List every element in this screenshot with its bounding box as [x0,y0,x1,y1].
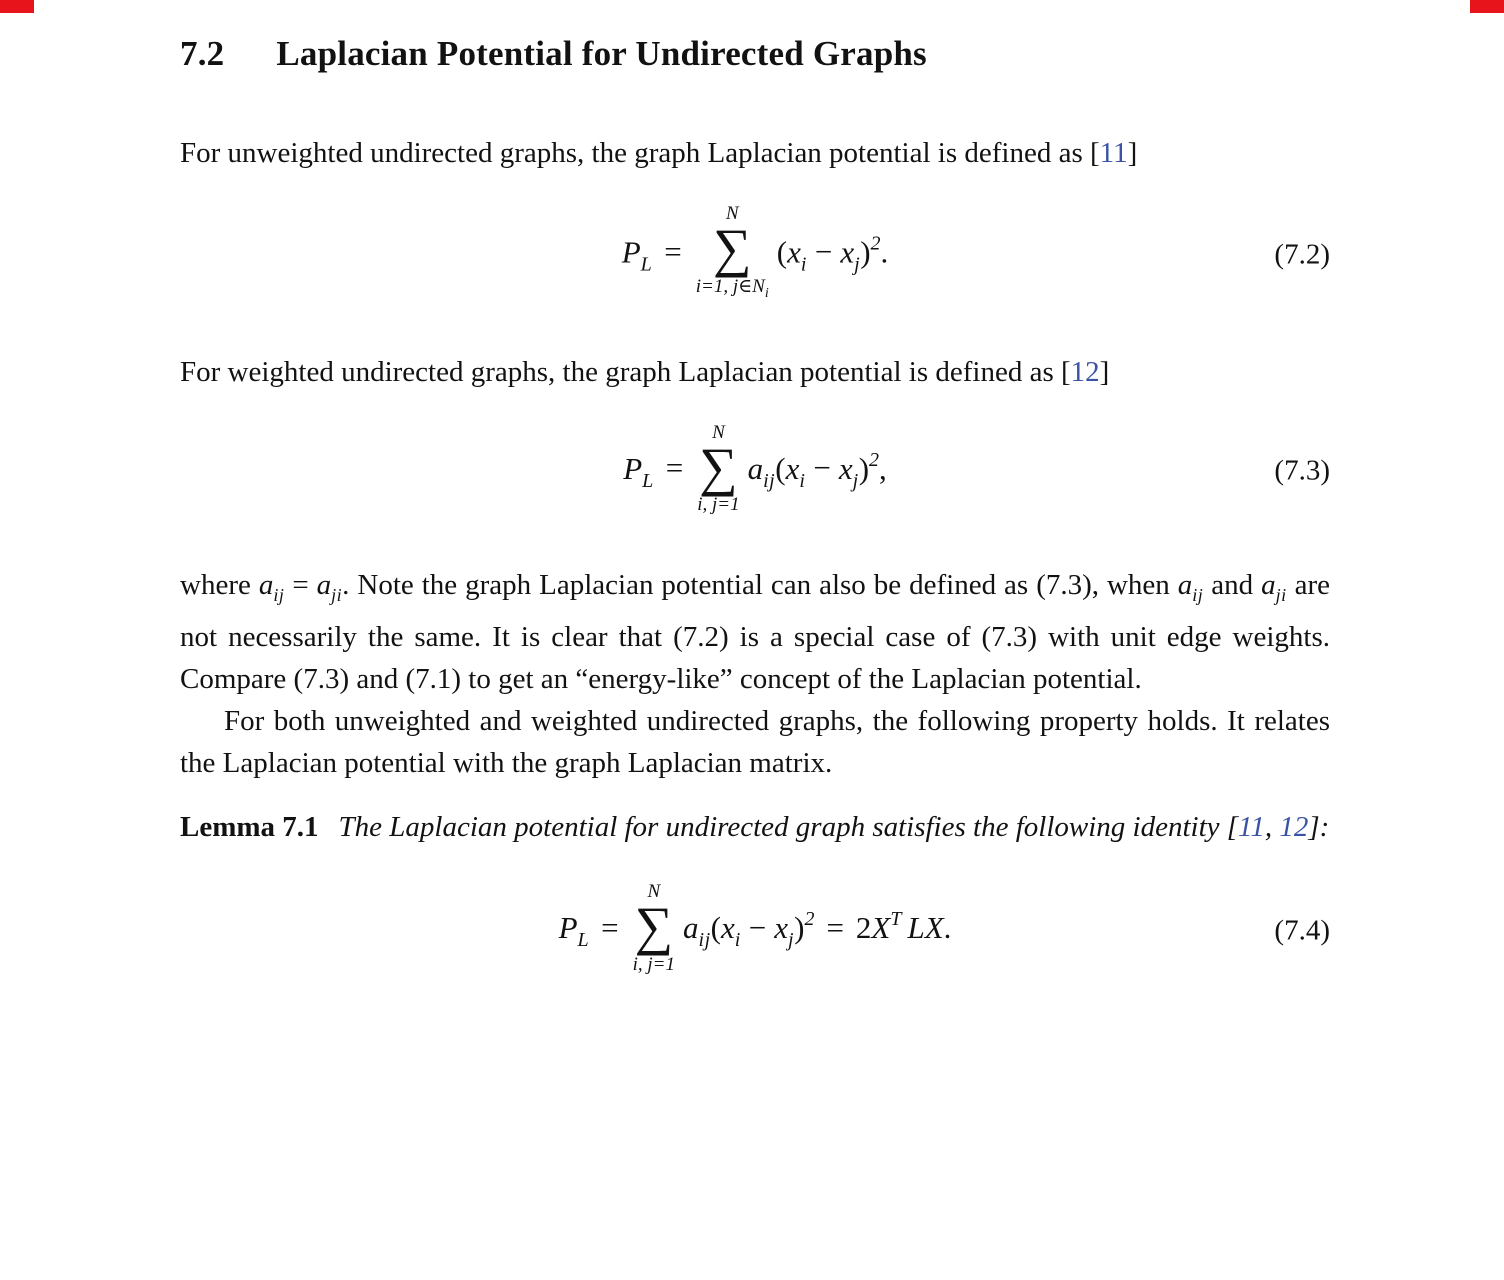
citation-link-11[interactable]: 11 [1238,811,1265,844]
summation [633,882,675,974]
math-var-a: a [747,450,764,486]
bracket-close: ] [1127,137,1138,169]
sum-upper-limit: N [712,421,725,443]
math-var-x: x [787,234,801,270]
math-sub-L: L [642,469,654,492]
math-sub-j: j [788,928,795,951]
paragraph-text: . Note the graph Laplacian potential can also be defined as (7.3), when [342,569,1178,602]
summation [697,423,739,515]
math-sub-j: j [852,469,859,492]
equation-7-2 [180,204,1330,307]
math-var-x: x [774,909,789,945]
paragraph-text: For unweighted undirected graphs, the graph Laplacian potential is defined as [ [180,137,1100,169]
math-sub-ji: ji [1275,585,1287,606]
math-num-2: 2 [855,909,872,945]
summation [696,204,769,301]
paragraph-unweighted [180,132,1330,174]
math-sub-j: j [854,253,861,276]
comma: , [879,450,887,486]
comma: , [1264,811,1280,844]
open-paren: ( [776,234,788,270]
math-var-a: a [683,909,699,945]
paragraph-text: where [180,569,259,602]
equation-7-4-formula [559,882,952,980]
equation-number: (7.2) [1274,238,1330,271]
bracket-close: ] [1099,355,1110,388]
equation-7-3 [180,423,1330,521]
lemma-label: Lemma 7.1 [180,811,319,844]
lemma-7-1 [180,806,1330,848]
sum-lower-limit [696,277,769,301]
sum-upper-limit: N [725,203,739,224]
sigma-icon: ∑ [634,896,674,957]
math-sub-ij: ij [1192,585,1204,606]
equation-number: (7.3) [1274,454,1330,487]
sum-lower-limit: i, j=1 [632,953,676,975]
minus-sign: − [748,909,767,945]
math-var-P: P [623,450,643,486]
math-var-P: P [621,234,641,270]
sigma-icon: ∑ [699,436,738,497]
minus-sign: − [813,450,831,486]
paragraph-property: For both unweighted and weighted undirected graphs, the following property holds. It relates the Laplacian potential with the graph Laplacian matrix. [180,705,1330,780]
math-sup-T: T [890,907,902,930]
period: . [943,909,952,945]
minus-sign: − [814,234,833,270]
paragraph-weighted [180,351,1330,393]
bracket-close: ]: [1308,811,1330,844]
math-var-a: a [1261,569,1276,602]
period: . [880,234,889,270]
equation-7-3-formula [623,423,887,521]
sigma-icon: ∑ [712,218,752,278]
close-paren: ) [860,234,871,270]
math-sub-ji: ji [331,585,343,606]
equals-sign: = [826,909,844,945]
close-paren: ) [858,450,870,486]
math-sub-i: i [734,928,741,951]
math-var-x: x [840,234,855,270]
math-sub-ij: ij [698,928,711,951]
math-sub-i: i [799,469,806,492]
section-heading [180,34,1330,74]
paragraph-text: and [1203,569,1262,602]
section-title: Laplacian Potential for Undirected Graphs [276,34,927,73]
citation-link-12[interactable]: 12 [1070,355,1100,388]
math-var-x: x [720,909,735,945]
math-var-a: a [316,569,332,602]
red-marker-left [0,0,34,13]
math-sup-2: 2 [804,907,815,930]
sum-lower-limit: i, j=1 [697,494,740,516]
red-marker-right [1470,0,1504,13]
paragraph-text: are not necessarily the same. It is clear that (7.2) is a special case of (7.3) with unit edge weights. Compare (7.3) and (7.1) to get an “energy-like” concept of the Laplacian potential. [180,569,1331,696]
equation-number: (7.4) [1274,914,1330,947]
citation-link-11[interactable]: 11 [1099,137,1128,169]
math-sub-L: L [577,928,590,951]
sum-lower-text: i=1, j∈N [695,275,765,297]
math-sup-2: 2 [870,232,881,255]
paragraph-discussion [180,564,1330,700]
equation-7-2-formula [622,204,889,307]
math-var-X: X [871,909,891,945]
math-var-P: P [558,909,578,945]
equals-sign: = [664,234,682,270]
math-sub-ij: ij [273,585,285,606]
citation-link-12[interactable]: 12 [1279,811,1309,844]
lemma-text: The Laplacian potential for undirected graph satisfies the following identity [ [338,811,1239,844]
paragraph-text: For weighted undirected graphs, the graph Laplacian potential is defined as [ [180,355,1071,388]
equals-sign: = [601,909,619,945]
math-sub-L: L [640,253,653,276]
math-var-a: a [258,569,274,602]
open-paren: ( [710,909,721,945]
open-paren: ( [775,450,786,486]
equals-sign: = [284,569,317,602]
equation-7-4 [180,882,1330,980]
math-var-x: x [785,450,800,486]
math-sup-2: 2 [869,448,880,471]
math-var-LX: LX [907,909,944,945]
equals-sign: = [665,450,684,486]
sum-upper-limit: N [647,881,661,903]
sum-lower-sub: i [764,285,769,301]
math-var-a: a [1177,569,1193,602]
math-sub-i: i [800,253,807,276]
close-paren: ) [794,909,805,945]
section-number: 7.2 [180,34,225,73]
math-var-x: x [838,450,853,486]
math-sub-ij: ij [763,469,776,492]
